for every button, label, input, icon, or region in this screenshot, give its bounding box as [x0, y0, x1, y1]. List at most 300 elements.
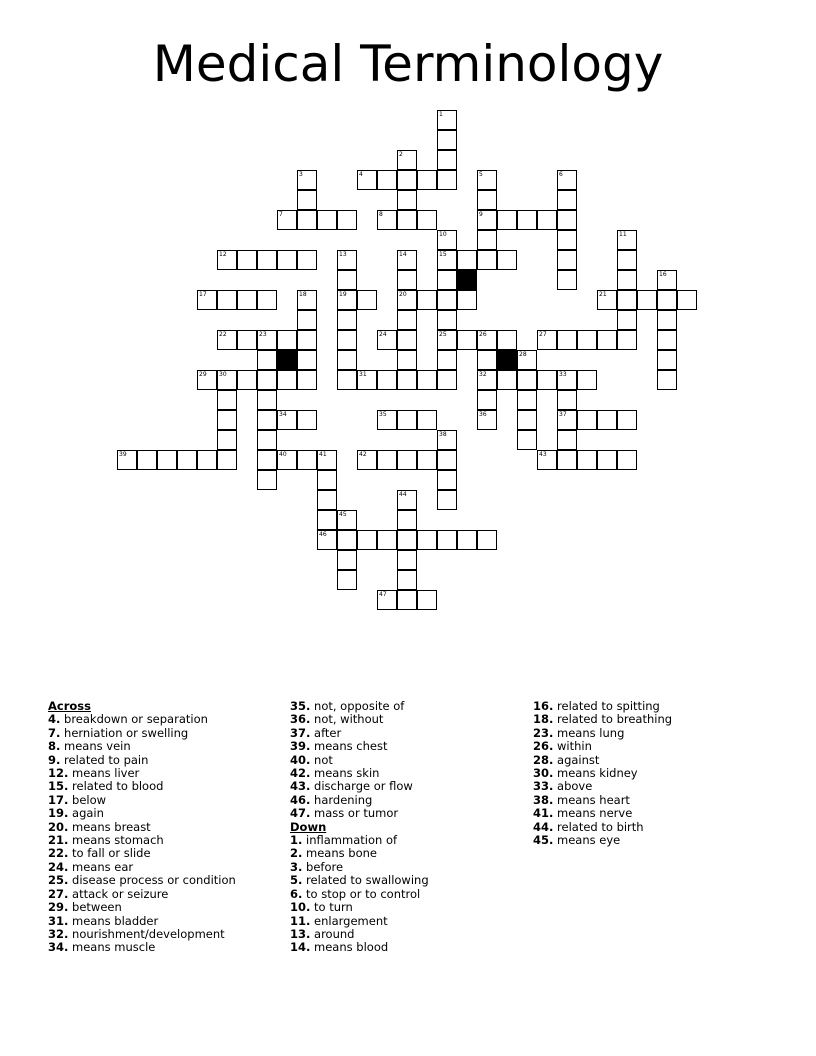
crossword-cell[interactable]: [337, 270, 357, 290]
clue-num: 28.: [533, 752, 554, 767]
crossword-cell[interactable]: [657, 350, 677, 370]
crossword-cell[interactable]: [337, 310, 357, 330]
crossword-cell[interactable]: [457, 330, 477, 350]
crossword-cell[interactable]: [257, 390, 277, 410]
crossword-cell[interactable]: [377, 450, 397, 470]
crossword-cell[interactable]: [217, 430, 237, 450]
crossword-cell[interactable]: [537, 450, 557, 470]
clue-number: 5: [479, 171, 483, 178]
clue-text: means muscle: [68, 940, 156, 955]
crossword-cell[interactable]: [297, 330, 317, 350]
crossword-cell[interactable]: [397, 170, 417, 190]
clue-num: 33.: [533, 779, 554, 794]
clue-item: [533, 700, 763, 713]
crossword-cell[interactable]: [597, 290, 617, 310]
crossword-cell[interactable]: [437, 330, 457, 350]
clue-number: 19: [339, 291, 347, 298]
crossword-cell[interactable]: [117, 450, 137, 470]
clue-num: 13.: [290, 926, 311, 941]
crossword-cell[interactable]: [297, 310, 317, 330]
crossword-cell[interactable]: [477, 330, 497, 350]
crossword-cell[interactable]: [417, 290, 437, 310]
crossword-cell[interactable]: [397, 530, 417, 550]
crossword-cell[interactable]: [297, 170, 317, 190]
crossword-cell[interactable]: [517, 390, 537, 410]
clue-item: [48, 727, 278, 740]
crossword-cell[interactable]: [617, 250, 637, 270]
crossword-cell[interactable]: [417, 210, 437, 230]
clue-number: 10: [439, 231, 447, 238]
crossword-cell[interactable]: [197, 450, 217, 470]
crossword-cell[interactable]: [437, 490, 457, 510]
crossword-cell[interactable]: [377, 330, 397, 350]
crossword-cell[interactable]: [437, 270, 457, 290]
clue-num: 18.: [533, 712, 554, 727]
crossword-cell[interactable]: [197, 290, 217, 310]
clue-text: to fall or slide: [68, 846, 151, 861]
crossword-cell[interactable]: [257, 290, 277, 310]
clue-text: enlargement: [310, 913, 388, 928]
crossword-cell[interactable]: [617, 410, 637, 430]
clue-num: 32.: [48, 926, 69, 941]
crossword-cell[interactable]: [477, 390, 497, 410]
crossword-cell[interactable]: [677, 290, 697, 310]
crossword-cell[interactable]: [557, 170, 577, 190]
clue-number: 47: [379, 591, 387, 598]
clue-text: related to swallowing: [302, 873, 429, 888]
clue-number: 39: [119, 451, 127, 458]
clue-num: 34.: [48, 940, 69, 955]
crossword-cell[interactable]: [657, 310, 677, 330]
crossword-cell[interactable]: [337, 350, 357, 370]
clue-number: 38: [439, 431, 447, 438]
crossword-cell[interactable]: [457, 290, 477, 310]
clue-num: 25.: [48, 873, 69, 888]
crossword-cell[interactable]: [357, 530, 377, 550]
crossword-cell[interactable]: [317, 530, 337, 550]
clue-number: 20: [399, 291, 407, 298]
clue-num: 21.: [48, 833, 69, 848]
clue-num: 22.: [48, 846, 69, 861]
crossword-cell[interactable]: [437, 450, 457, 470]
crossword-cell[interactable]: [217, 450, 237, 470]
clue-num: 27.: [48, 886, 69, 901]
crossword-cell[interactable]: [477, 190, 497, 210]
crossword-cell[interactable]: [237, 330, 257, 350]
clue-item: [48, 767, 278, 780]
crossword-cell[interactable]: [317, 450, 337, 470]
crossword-cell[interactable]: [457, 530, 477, 550]
crossword-cell[interactable]: [337, 330, 357, 350]
crossword-cell[interactable]: [317, 210, 337, 230]
clue-text: means breast: [68, 819, 151, 834]
clue-num: 43.: [290, 779, 311, 794]
clue-item: [290, 834, 520, 847]
crossword-cell[interactable]: [257, 330, 277, 350]
crossword-cell[interactable]: [477, 370, 497, 390]
clue-item: [533, 727, 763, 740]
crossword-cell[interactable]: [197, 370, 217, 390]
crossword-cell[interactable]: [337, 510, 357, 530]
crossword-cell[interactable]: [477, 410, 497, 430]
crossword-cell[interactable]: [417, 370, 437, 390]
crossword-cell[interactable]: [457, 250, 477, 270]
clue-item: [48, 740, 278, 753]
clue-number: 8: [379, 211, 383, 218]
crossword-cell[interactable]: [437, 430, 457, 450]
crossword-cell[interactable]: [657, 290, 677, 310]
crossword-cell[interactable]: [377, 370, 397, 390]
crossword-cell[interactable]: [137, 450, 157, 470]
crossword-cell[interactable]: [557, 190, 577, 210]
crossword-cell[interactable]: [217, 330, 237, 350]
crossword-cell[interactable]: [497, 210, 517, 230]
crossword-cell[interactable]: [597, 330, 617, 350]
crossword-cell[interactable]: [397, 570, 417, 590]
crossword-cell[interactable]: [337, 290, 357, 310]
clue-text: around: [310, 926, 355, 941]
clue-num: 16.: [533, 699, 554, 713]
crossword-cell[interactable]: [357, 370, 377, 390]
clue-item: [290, 740, 520, 753]
clue-num: 15.: [48, 779, 69, 794]
crossword-cell[interactable]: [377, 410, 397, 430]
clue-num: 24.: [48, 859, 69, 874]
crossword-cell[interactable]: [217, 250, 237, 270]
clue-number: 24: [379, 331, 387, 338]
clue-number: 34: [279, 411, 287, 418]
crossword-cell[interactable]: [417, 170, 437, 190]
clue-item: [290, 847, 520, 860]
crossword-cell[interactable]: [597, 450, 617, 470]
clue-number: 14: [399, 251, 407, 258]
crossword-cell[interactable]: [357, 170, 377, 190]
crossword-cell[interactable]: [297, 370, 317, 390]
crossword-cell[interactable]: [257, 430, 277, 450]
clue-num: 5.: [290, 873, 303, 888]
clue-text: after: [310, 725, 342, 740]
clue-text: breakdown or separation: [60, 712, 208, 727]
crossword-cell[interactable]: [417, 530, 437, 550]
clue-num: 20.: [48, 819, 69, 834]
clue-num: 23.: [533, 725, 554, 740]
crossword-cell[interactable]: [317, 470, 337, 490]
crossword-cell[interactable]: [497, 370, 517, 390]
crossword-cell[interactable]: [617, 450, 637, 470]
crossword-cell[interactable]: [517, 210, 537, 230]
clue-item: [48, 847, 278, 860]
clue-num: 11.: [290, 913, 311, 928]
crossword-cell[interactable]: [437, 170, 457, 190]
crossword-cell[interactable]: [257, 250, 277, 270]
crossword-cell[interactable]: [617, 330, 637, 350]
clue-number: 13: [339, 251, 347, 258]
clue-text: between: [68, 900, 122, 915]
clue-number: 4: [359, 171, 363, 178]
clue-num: 40.: [290, 752, 311, 767]
crossword-cell[interactable]: [557, 430, 577, 450]
crossword-cell[interactable]: [557, 390, 577, 410]
clue-text: to turn: [310, 900, 353, 915]
crossword-cell[interactable]: [397, 250, 417, 270]
clue-num: 41.: [533, 806, 554, 821]
crossword-cell[interactable]: [497, 250, 517, 270]
clue-number: 32: [479, 371, 487, 378]
crossword-cell[interactable]: [557, 250, 577, 270]
clue-item: [290, 807, 520, 820]
crossword-cell[interactable]: [597, 410, 617, 430]
crossword-cell[interactable]: [517, 350, 537, 370]
crossword-cell[interactable]: [337, 370, 357, 390]
crossword-cell[interactable]: [657, 270, 677, 290]
clue-item: [48, 807, 278, 820]
clue-number: 36: [479, 411, 487, 418]
clue-num: 6.: [290, 886, 303, 901]
crossword-cell[interactable]: [277, 250, 297, 270]
crossword-cell[interactable]: [397, 310, 417, 330]
crossword-cell[interactable]: [397, 590, 417, 610]
crossword-cell[interactable]: [257, 370, 277, 390]
clue-text: above: [553, 779, 593, 794]
clue-item: [533, 754, 763, 767]
crossword-cell[interactable]: [537, 370, 557, 390]
crossword-cell[interactable]: [417, 590, 437, 610]
crossword-cell[interactable]: [397, 210, 417, 230]
crossword-cell[interactable]: [477, 210, 497, 230]
crossword-cell[interactable]: [577, 410, 597, 430]
crossword-cell[interactable]: [397, 350, 417, 370]
clue-text: means chest: [310, 739, 388, 754]
crossword-cell[interactable]: [557, 210, 577, 230]
clue-text: attack or seizure: [68, 886, 169, 901]
crossword-cell[interactable]: [477, 170, 497, 190]
crossword-cell[interactable]: [517, 410, 537, 430]
crossword-cell[interactable]: [497, 330, 517, 350]
crossword-cell[interactable]: [417, 450, 437, 470]
crossword-cell[interactable]: [477, 350, 497, 370]
clue-text: means ear: [68, 859, 134, 874]
clue-item: [290, 941, 520, 954]
crossword-block: [277, 350, 297, 370]
crossword-cell[interactable]: [257, 350, 277, 370]
crossword-cell[interactable]: [297, 190, 317, 210]
clue-item: [533, 794, 763, 807]
clue-text: means bone: [302, 846, 377, 861]
crossword-cell[interactable]: [237, 250, 257, 270]
crossword-cell[interactable]: [517, 430, 537, 450]
crossword-cell[interactable]: [397, 510, 417, 530]
crossword-cell[interactable]: [337, 210, 357, 230]
clue-text: to stop or to control: [302, 886, 421, 901]
crossword-cell[interactable]: [337, 550, 357, 570]
crossword-cell[interactable]: [437, 310, 457, 330]
crossword-cell[interactable]: [217, 410, 237, 430]
crossword-cell[interactable]: [317, 510, 337, 530]
clue-text: before: [302, 859, 344, 874]
clue-num: 26.: [533, 739, 554, 754]
clue-number: 31: [359, 371, 367, 378]
clue-item: [48, 754, 278, 767]
crossword-cell[interactable]: [657, 370, 677, 390]
clue-num: 36.: [290, 712, 311, 727]
crossword-cell[interactable]: [617, 230, 637, 250]
crossword-cell[interactable]: [617, 310, 637, 330]
clue-number: 23: [259, 331, 267, 338]
crossword-cell[interactable]: [437, 250, 457, 270]
crossword-cell[interactable]: [557, 410, 577, 430]
crossword-cell[interactable]: [437, 350, 457, 370]
clue-text: herniation or swelling: [60, 725, 189, 740]
crossword-cell[interactable]: [557, 330, 577, 350]
clue-item: [48, 915, 278, 928]
clue-text: means bladder: [68, 913, 159, 928]
clue-item: [48, 780, 278, 793]
crossword-cell[interactable]: [397, 450, 417, 470]
clue-num: 14.: [290, 940, 311, 955]
crossword-cell[interactable]: [297, 350, 317, 370]
clue-num: 35.: [290, 699, 311, 713]
crossword-cell[interactable]: [577, 330, 597, 350]
crossword-cell[interactable]: [397, 410, 417, 430]
crossword-cell[interactable]: [357, 450, 377, 470]
crossword-cell[interactable]: [517, 370, 537, 390]
crossword-cell[interactable]: [297, 250, 317, 270]
crossword-cell[interactable]: [377, 170, 397, 190]
crossword-cell[interactable]: [437, 110, 457, 130]
crossword-cell[interactable]: [537, 330, 557, 350]
crossword-cell[interactable]: [337, 250, 357, 270]
crossword-cell[interactable]: [257, 410, 277, 430]
clue-num: 37.: [290, 725, 311, 740]
clue-number: 21: [599, 291, 607, 298]
crossword-cell[interactable]: [237, 370, 257, 390]
crossword-cell[interactable]: [537, 210, 557, 230]
crossword-cell[interactable]: [437, 290, 457, 310]
crossword-cell[interactable]: [397, 370, 417, 390]
crossword-cell[interactable]: [397, 330, 417, 350]
crossword-cell[interactable]: [557, 370, 577, 390]
crossword-cell[interactable]: [577, 450, 597, 470]
crossword-cell[interactable]: [617, 290, 637, 310]
crossword-cell[interactable]: [277, 410, 297, 430]
clue-text: related to spitting: [553, 699, 660, 713]
crossword-cell[interactable]: [577, 370, 597, 390]
clue-num: 12.: [48, 766, 69, 781]
clue-item: [533, 713, 763, 726]
crossword-cell[interactable]: [617, 270, 637, 290]
crossword-cell[interactable]: [437, 130, 457, 150]
crossword-cell[interactable]: [337, 570, 357, 590]
crossword-cell[interactable]: [397, 290, 417, 310]
clue-num: 29.: [48, 900, 69, 915]
crossword-cell[interactable]: [257, 450, 277, 470]
clue-number: 35: [379, 411, 387, 418]
clue-item: [290, 767, 520, 780]
crossword-cell[interactable]: [277, 370, 297, 390]
clue-number: 25: [439, 331, 447, 338]
crossword-cell[interactable]: [557, 230, 577, 250]
clue-text: means vein: [60, 739, 131, 754]
clue-number: 11: [619, 231, 627, 238]
crossword-cell[interactable]: [437, 230, 457, 250]
crossword-cell[interactable]: [637, 290, 657, 310]
clue-text: means eye: [553, 833, 621, 848]
crossword-cell[interactable]: [357, 290, 377, 310]
clue-text: related to blood: [68, 779, 164, 794]
crossword-cell[interactable]: [157, 450, 177, 470]
crossword-cell[interactable]: [277, 450, 297, 470]
clue-item: [48, 713, 278, 726]
crossword-cell[interactable]: [557, 450, 577, 470]
crossword-cell[interactable]: [397, 490, 417, 510]
clue-text: hardening: [310, 792, 373, 807]
clue-number: 9: [479, 211, 483, 218]
clue-item: [48, 901, 278, 914]
clue-item: [290, 713, 520, 726]
crossword-cell[interactable]: [397, 550, 417, 570]
clue-item: [290, 928, 520, 941]
crossword-cell[interactable]: [217, 370, 237, 390]
clue-text: below: [68, 792, 107, 807]
clues-column-1: [48, 700, 278, 955]
clue-num: 30.: [533, 766, 554, 781]
crossword-cell[interactable]: [477, 230, 497, 250]
crossword-cell[interactable]: [437, 530, 457, 550]
crossword-cell[interactable]: [317, 490, 337, 510]
clue-item: [48, 928, 278, 941]
crossword-cell[interactable]: [377, 530, 397, 550]
crossword-cell[interactable]: [397, 270, 417, 290]
crossword-cell[interactable]: [437, 150, 457, 170]
crossword-cell[interactable]: [337, 530, 357, 550]
crossword-cell[interactable]: [277, 330, 297, 350]
crossword-cell[interactable]: [297, 450, 317, 470]
crossword-cell[interactable]: [477, 530, 497, 550]
crossword-cell[interactable]: [437, 370, 457, 390]
clues-column-3: [533, 700, 763, 847]
clue-text: not: [310, 752, 333, 767]
crossword-cell[interactable]: [237, 290, 257, 310]
crossword-cell[interactable]: [397, 190, 417, 210]
crossword-cell[interactable]: [377, 590, 397, 610]
crossword-cell[interactable]: [277, 210, 297, 230]
clue-text: not, opposite of: [310, 699, 405, 713]
crossword-cell[interactable]: [177, 450, 197, 470]
crossword-cell[interactable]: [417, 410, 437, 430]
crossword-cell[interactable]: [297, 290, 317, 310]
clue-text: means liver: [68, 766, 140, 781]
crossword-cell[interactable]: [557, 270, 577, 290]
crossword-cell[interactable]: [257, 470, 277, 490]
crossword-cell[interactable]: [397, 150, 417, 170]
crossword-cell[interactable]: [377, 210, 397, 230]
crossword-cell[interactable]: [217, 290, 237, 310]
clue-number: 17: [199, 291, 207, 298]
clue-number: 28: [519, 351, 527, 358]
crossword-cell[interactable]: [297, 210, 317, 230]
clue-number: 37: [559, 411, 567, 418]
crossword-cell[interactable]: [297, 410, 317, 430]
crossword-block: [457, 270, 477, 290]
clue-text: discharge or flow: [310, 779, 413, 794]
crossword-cell[interactable]: [477, 250, 497, 270]
clue-number: 46: [319, 531, 327, 538]
crossword-cell[interactable]: [437, 470, 457, 490]
crossword-cell[interactable]: [657, 330, 677, 350]
clue-number: 1: [439, 111, 443, 118]
clue-item: [290, 794, 520, 807]
crossword-cell[interactable]: [217, 390, 237, 410]
